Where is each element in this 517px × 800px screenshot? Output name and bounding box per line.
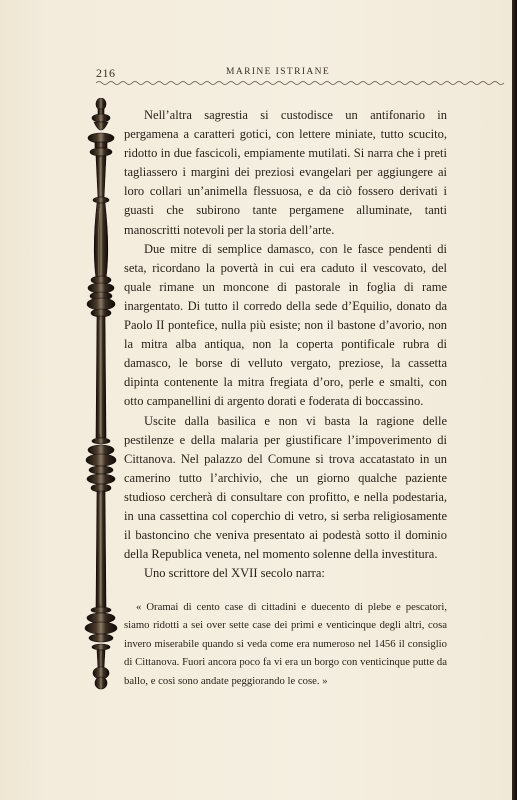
body-text <box>124 106 447 583</box>
quote-text: « Oramai di cento case di cittadini e duecento di plebe e pescatori, siamo ridotti a sei over sette case dei primi e venticinque degli altri, cosa invero miserabile quando si veda come era numeroso nel 1456 il consiglio di Cittanova. Fuori ancora poco fa vi era un borgo con venticinque putte da ballo, e così sono andate peggiorando le cose. » <box>124 601 447 687</box>
page-header <box>96 66 456 88</box>
book-binding-edge <box>512 0 517 800</box>
quote-intro: Uno scrittore del XVII secolo narra: <box>144 566 325 581</box>
paragraph: Uscite dalla basilica e non vi basta la ragione delle pestilenze e della malaria per giustificare l’impoverimento di Cittanova. Nel palazzo del Comune si trova accatastato in un camerino tutto l’archivio, che un giorno qualche paziente studioso cercherà di consultare con profitto, e nella podestaria, in una cassettina col coperchio di vetro, si serba religiosamente il bastoncino che veniva presentato ai podestà sotto il dominio della Republica veneta, nel momento solenne della investitura. <box>124 413 447 562</box>
paragraph: Nell’altra sagrestia si custodisce un antifonario in pergamena a caratteri gotici, con lettere miniate, tutto scucito, ridotto in due fascicoli, empiamente mutilati. Si narra che i preti tagliassero i margini dei preziosi evangelari per aggiungere ai loro collari un’animella flessuosa, e da ciò fossero derivati i guasti che subirono tante pergamene alluminate, tanti manoscritti notevoli per la storia dell’arte. <box>124 108 447 237</box>
running-title: MARINE ISTRIANE <box>226 67 331 77</box>
block-quote <box>124 598 447 690</box>
paragraph: Due mitre di semplice damasco, con le fasce pendenti di seta, ricordano la povertà in cui era caduto il vescovato, del quale rimane un moncone di pastorale in foglia di rame inargentato. Di tutto il corredo della sede d’Equilio, donato da Paolo II pontefice, nulla più esiste; non il bastone d’avorio, non la mitra alba antiqua, non la coperta pontificale rubra di damasco, le borse di velluto vergato, preziose, la cassetta dipinta contenente la mitra fregiata d’oro, perle e smalti, con otto campanellini di argento dorati e foderata di boccassino. <box>124 241 447 409</box>
decorative-header-rule <box>96 80 506 86</box>
page-number: 216 <box>96 66 116 80</box>
